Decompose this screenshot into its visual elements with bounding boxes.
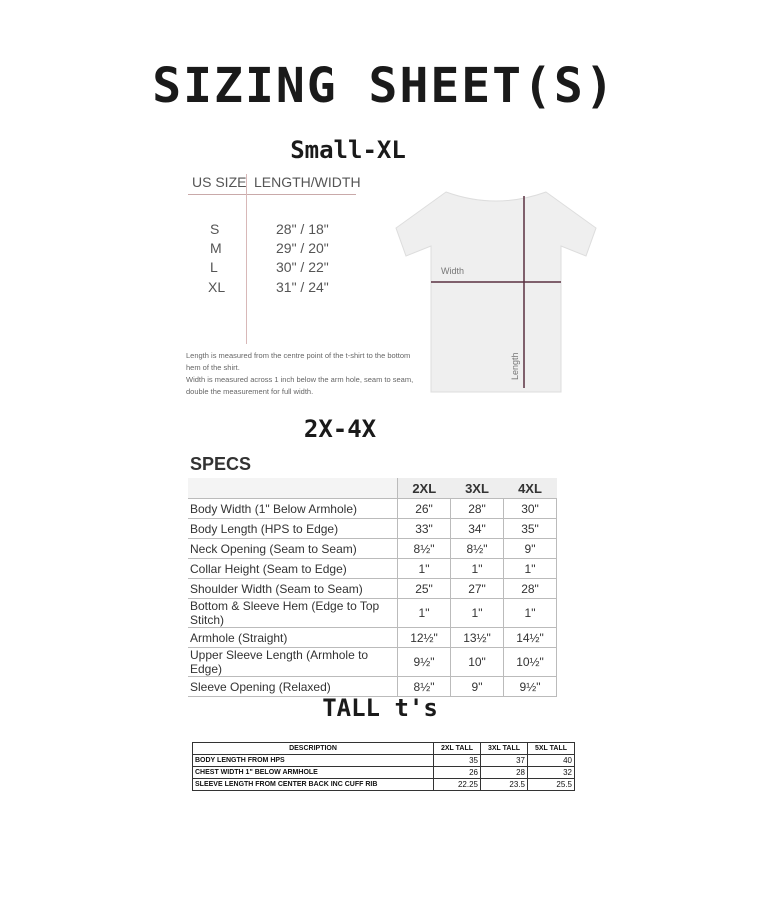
table-row [188, 579, 557, 599]
spec-value: 1" [451, 599, 504, 628]
spec-value: 8½" [451, 539, 504, 559]
tall-spec-name: BODY LENGTH FROM HPS [193, 755, 434, 767]
tall-table [192, 742, 575, 791]
small-xl-header-row [188, 172, 361, 195]
spec-value: 8½" [398, 677, 451, 697]
specs-header-row [188, 478, 557, 499]
spec-value: 1" [398, 599, 451, 628]
small-xl-heading: Small-XL [290, 136, 406, 164]
size-dims: 28" / 18" [276, 221, 329, 237]
spec-value: 27" [451, 579, 504, 599]
spec-name: Sleeve Opening (Relaxed) [188, 677, 398, 697]
col-description: DESCRIPTION [193, 743, 434, 755]
tall-spec-name: CHEST WIDTH 1" BELOW ARMHOLE [193, 767, 434, 779]
spec-value: 9" [504, 539, 557, 559]
size-label: XL [208, 279, 226, 295]
length-label: Length [510, 352, 520, 380]
col-3xl: 3XL [451, 478, 504, 499]
spec-value: 28" [504, 579, 557, 599]
size-row [188, 221, 358, 241]
size-label: L [210, 259, 218, 275]
tall-spec-value: 32 [528, 767, 575, 779]
table-row [193, 767, 575, 779]
big-sizes-heading: 2X-4X [303, 415, 377, 443]
tall-spec-value: 35 [434, 755, 481, 767]
spec-name: Upper Sleeve Length (Armhole to Edge) [188, 648, 398, 677]
specs-label: SPECS [190, 454, 252, 474]
spec-value: 1" [504, 599, 557, 628]
spec-name: Shoulder Width (Seam to Seam) [188, 579, 398, 599]
spec-value: 10" [451, 648, 504, 677]
tall-spec-value: 25.5 [528, 779, 575, 791]
spec-value: 35" [504, 519, 557, 539]
table-row [188, 519, 557, 539]
table-row [188, 539, 557, 559]
spec-value: 9½" [398, 648, 451, 677]
col-us-size: US SIZE [192, 174, 247, 190]
size-dims: 30" / 22" [276, 259, 329, 275]
spec-name: Neck Opening (Seam to Seam) [188, 539, 398, 559]
tall-header-row [193, 743, 575, 755]
spec-value: 33" [398, 519, 451, 539]
spec-value: 1" [451, 559, 504, 579]
col-4xl: 4XL [504, 478, 557, 499]
tall-spec-value: 37 [481, 755, 528, 767]
spec-name: Armhole (Straight) [188, 628, 398, 648]
width-note: Width is measured across 1 inch below the arm hole, seam to seam, double the measurement for full width. [186, 375, 414, 396]
tall-spec-value: 23.5 [481, 779, 528, 791]
spec-value: 8½" [398, 539, 451, 559]
spec-name: Bottom & Sleeve Hem (Edge to Top Stitch) [188, 599, 398, 628]
size-row [188, 240, 358, 260]
size-dims: 31" / 24" [276, 279, 329, 295]
spec-value: 1" [398, 559, 451, 579]
table-row [193, 755, 575, 767]
table-row [188, 599, 557, 628]
spec-name: Body Length (HPS to Edge) [188, 519, 398, 539]
table-row [188, 499, 557, 519]
col-3xl-tall: 3XL TALL [481, 743, 528, 755]
tall-table-wrap [192, 742, 575, 791]
col-2xl-tall: 2XL TALL [434, 743, 481, 755]
tshirt-diagram [386, 188, 606, 398]
size-dims: 29" / 20" [276, 240, 329, 256]
table-row [188, 628, 557, 648]
spec-value: 9" [451, 677, 504, 697]
tall-heading: TALL t's [322, 694, 438, 722]
spec-value: 1" [504, 559, 557, 579]
tall-spec-name: SLEEVE LENGTH FROM CENTER BACK INC CUFF RIB [193, 779, 434, 791]
spec-value: 13½" [451, 628, 504, 648]
size-row [188, 279, 358, 299]
spec-name: Body Width (1" Below Armhole) [188, 499, 398, 519]
tall-spec-value: 26 [434, 767, 481, 779]
spec-value: 26" [398, 499, 451, 519]
tall-spec-value: 22.25 [434, 779, 481, 791]
size-label: M [210, 240, 222, 256]
page-title: SIZING SHEET(S) [152, 58, 616, 114]
spec-value: 30" [504, 499, 557, 519]
col-5xl-tall: 5XL TALL [528, 743, 575, 755]
col-length-width: LENGTH/WIDTH [254, 174, 361, 190]
length-note: Length is measured from the centre point of the t-shirt to the bottom hem of the shirt. [186, 351, 411, 372]
specs-table [188, 478, 557, 697]
size-row [188, 259, 358, 279]
spec-value: 28" [451, 499, 504, 519]
table-row [188, 648, 557, 677]
spec-value: 25" [398, 579, 451, 599]
table-row [193, 779, 575, 791]
tall-spec-value: 28 [481, 767, 528, 779]
specs-header-blank [188, 478, 398, 499]
spec-value: 14½" [504, 628, 557, 648]
spec-value: 9½" [504, 677, 557, 697]
tall-spec-value: 40 [528, 755, 575, 767]
col-2xl: 2XL [398, 478, 451, 499]
spec-value: 10½" [504, 648, 557, 677]
spec-value: 34" [451, 519, 504, 539]
spec-name: Collar Height (Seam to Edge) [188, 559, 398, 579]
table-row [188, 559, 557, 579]
size-label: S [210, 221, 220, 237]
width-label: Width [441, 266, 465, 276]
spec-value: 12½" [398, 628, 451, 648]
tshirt-silhouette [396, 192, 596, 392]
